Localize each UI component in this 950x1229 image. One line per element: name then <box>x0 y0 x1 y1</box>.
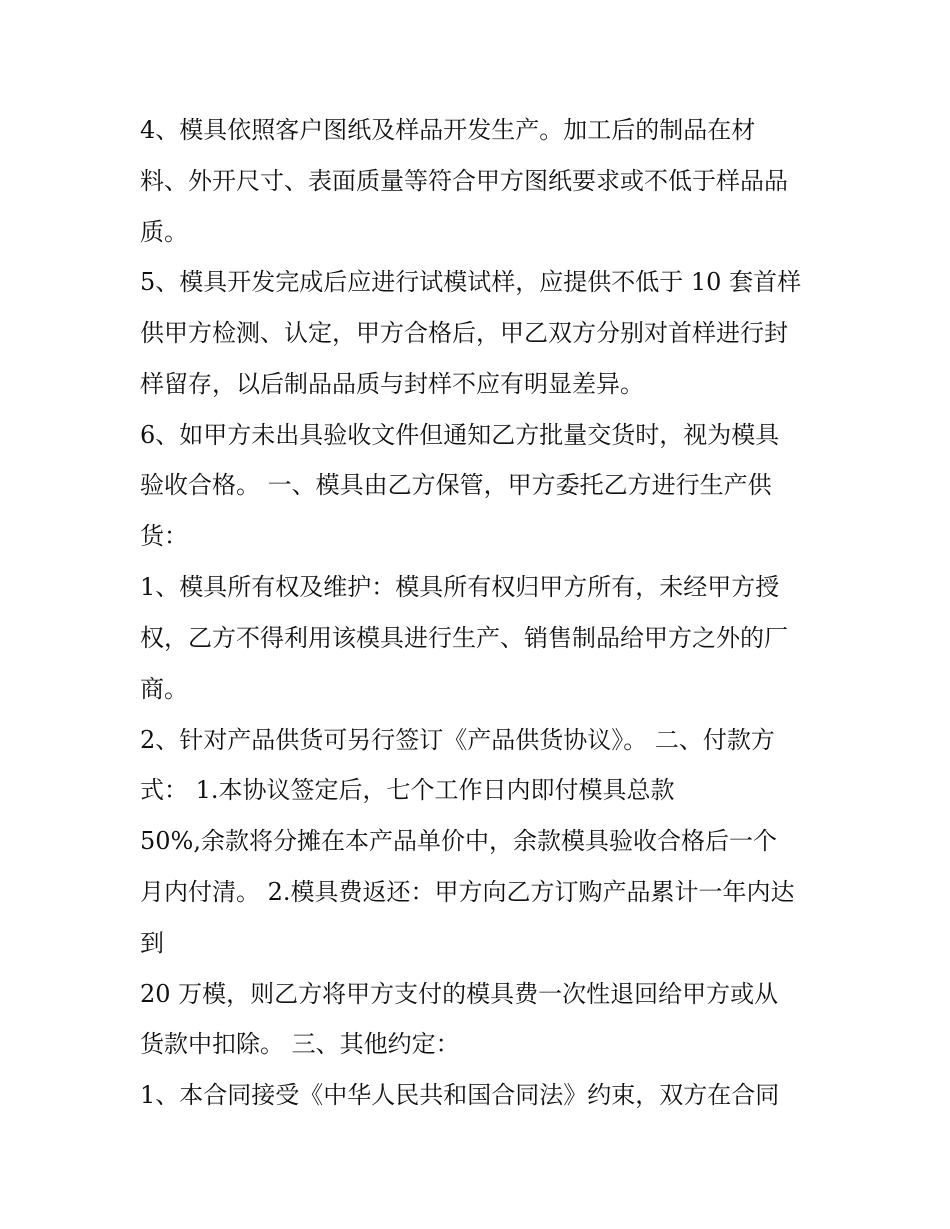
text-line: 1、模具所有权及维护：模具所有权归甲方所有，未经甲方授 <box>140 573 780 601</box>
text-line: 货： <box>140 522 188 550</box>
text-line: 式： 1.本协议签定后，七个工作日内即付模具总款 <box>140 776 675 804</box>
text-line: 验收合格。 一、模具由乙方保管，甲方委托乙方进行生产供 <box>140 471 772 499</box>
text-line: 权，乙方不得利用该模具进行生产、销售制品给甲方之外的厂 <box>140 624 788 652</box>
text-line: 50%,余款将分摊在本产品单价中，余款模具验收合格后一个 <box>140 827 777 855</box>
text-line: 供甲方检测、认定，甲方合格后，甲乙双方分别对首样进行封 <box>140 319 788 347</box>
text-line: 4、模具依照客户图纸及样品开发生产。加工后的制品在材 <box>140 116 756 144</box>
text-line: 商。 <box>140 675 188 703</box>
text-line: 月内付清。 2.模具费返还：甲方向乙方订购产品累计一年内达 <box>140 878 795 906</box>
text-line: 20 万模，则乙方将甲方支付的模具费一次性退回给甲方或从 <box>140 980 779 1008</box>
text-line: 货款中扣除。 三、其他约定： <box>140 1030 460 1058</box>
text-line: 1、本合同接受《中华人民共和国合同法》约束，双方在合同 <box>140 1081 780 1109</box>
text-line: 5、模具开发完成后应进行试模试样，应提供不低于 10 套首样 <box>140 268 802 296</box>
text-line: 样留存，以后制品品质与封样不应有明显差异。 <box>140 370 644 398</box>
text-line: 质。 <box>140 218 188 246</box>
text-line: 料、外开尺寸、表面质量等符合甲方图纸要求或不低于样品品 <box>140 167 788 195</box>
text-line: 到 <box>140 929 164 957</box>
text-line: 6、如甲方未出具验收文件但通知乙方批量交货时，视为模具 <box>140 421 780 449</box>
text-line: 2、针对产品供货可另行签订《产品供货协议》。 二、付款方 <box>140 726 775 754</box>
